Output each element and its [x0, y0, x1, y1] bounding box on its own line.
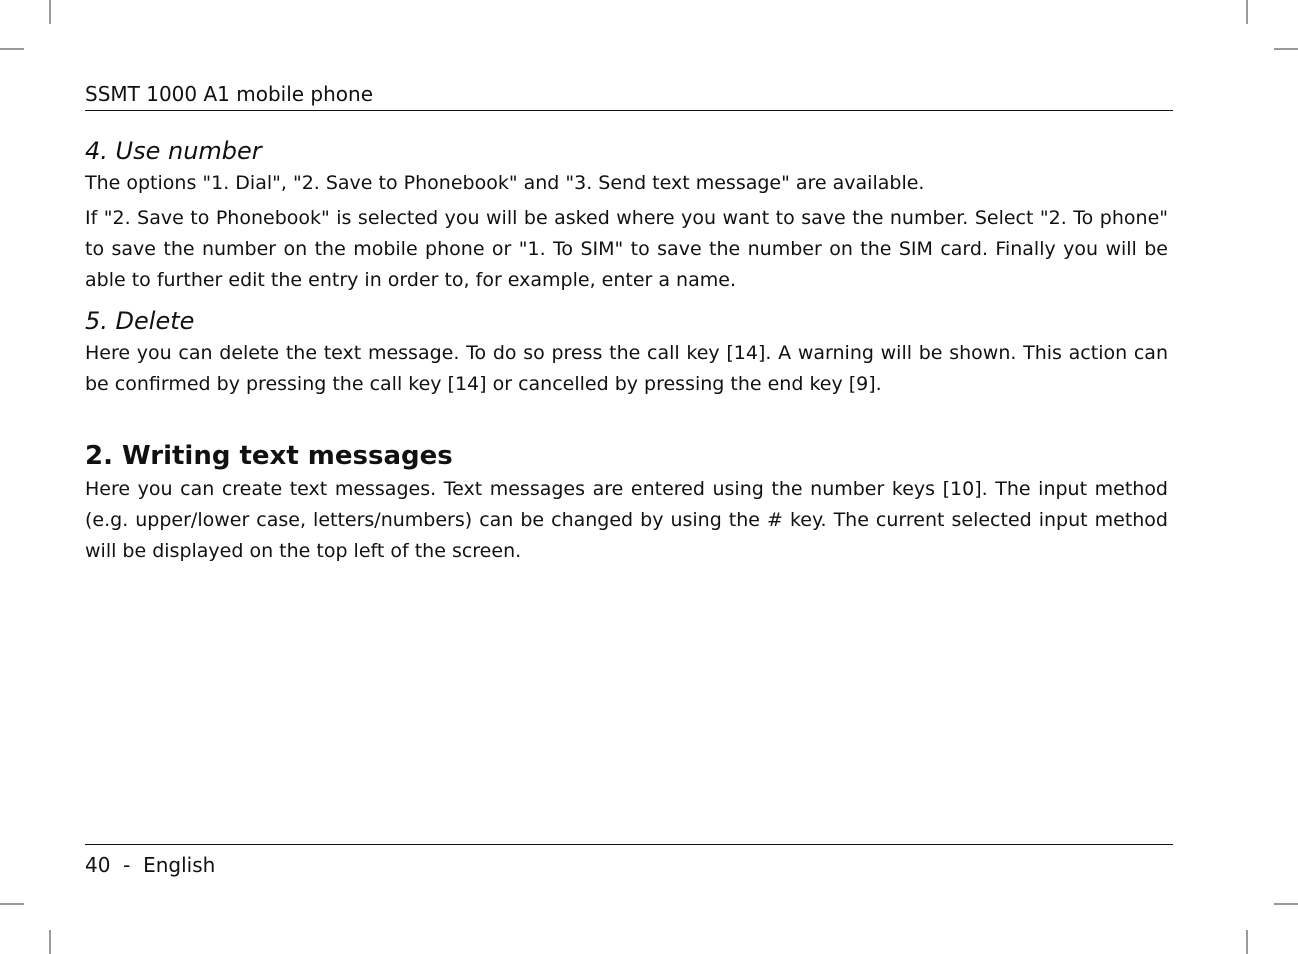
crop-mark-top-left-h	[0, 48, 24, 50]
crop-mark-bottom-right-h	[1274, 903, 1298, 905]
document-title: SSMT 1000 A1 mobile phone	[85, 82, 374, 106]
paragraph-save-to-phonebook: If "2. Save to Phonebook" is selected you will be asked where you want to save the number. Select "2. To phone" to save the number on the mobile phone or "1. To SIM" to save the number on the SIM card. Finally you will be able to further edit the entry in order to, for example, enter a name.	[85, 207, 1168, 291]
section-heading-delete: 5. Delete	[85, 307, 195, 335]
page-number-label: 40 - English	[85, 853, 216, 877]
section-heading-use-number: 4. Use number	[85, 137, 262, 165]
crop-mark-top-right	[1246, 0, 1248, 24]
page-header	[85, 80, 1173, 111]
crop-mark-top-left	[49, 0, 51, 24]
crop-mark-top-right-h	[1274, 48, 1298, 50]
paragraph-options: The options "1. Dial", "2. Save to Phonebook" and "3. Send text message" are available.	[85, 172, 925, 194]
paragraph-delete: Here you can delete the text message. To do so press the call key [14]. A warning will be shown. This action can be confirmed by pressing the call key [14] or cancelled by pressing the end key [9].	[85, 342, 1168, 395]
crop-mark-bottom-right	[1246, 930, 1248, 954]
crop-mark-bottom-left	[49, 930, 51, 954]
page-content	[85, 134, 1168, 571]
paragraph-writing-text-messages: Here you can create text messages. Text messages are entered using the number keys [10]. The input method (e.g. upper/lower case, letters/numbers) can be changed by using the # key. The current selected input method will be displayed on the top left of the screen.	[85, 478, 1168, 562]
crop-mark-bottom-left-h	[0, 903, 24, 905]
page-footer	[85, 844, 1173, 877]
section-heading-writing-text-messages: 2. Writing text messages	[85, 441, 453, 471]
